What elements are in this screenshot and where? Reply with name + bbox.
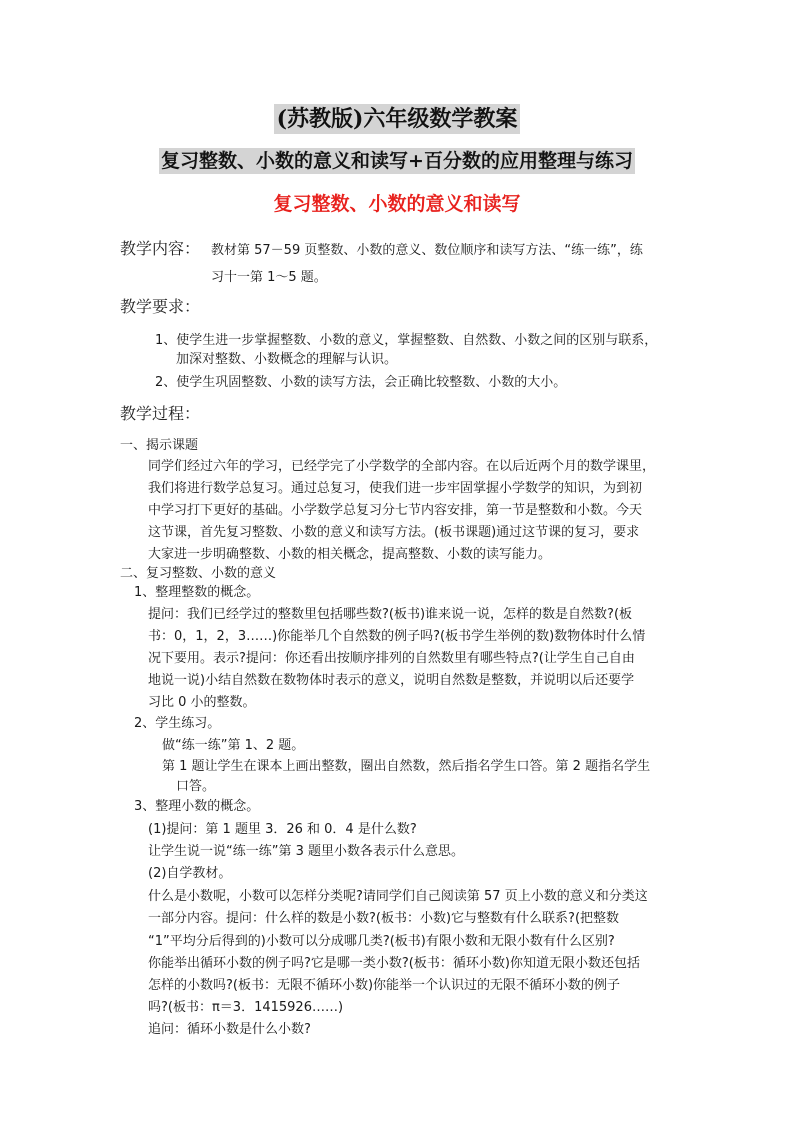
process-line: 你能举出循环小数的例子吗?它是哪一类小数?(板书：循环小数)你知道无限小数还包括 xyxy=(148,956,640,971)
content-line: 教材第 57－59 页整数、小数的意义、数位顺序和读写方法、“练一练”，练 xyxy=(211,243,643,258)
process-line: 吗?(板书：π＝3．1415926……) xyxy=(148,1000,344,1015)
content-heading: 教学内容： xyxy=(120,239,201,258)
document-title: (苏教版)六年级数学教案 xyxy=(0,102,794,133)
section-title: 复习整数、小数的意义和读写 xyxy=(273,193,521,215)
process-line: “1”平均分后得到的)小数可以分成哪几类?(板书)有限小数和无限小数有什么区别? xyxy=(148,934,615,949)
requirement-line: 加深对整数、小数概念的理解与认识。 xyxy=(176,352,398,367)
process-section-heading: 二、复习整数、小数的意义 xyxy=(120,566,277,581)
process-line: 一部分内容。提问：什么样的数是小数?(板书：小数)它与整数有什么联系?(把整数 xyxy=(148,911,620,926)
process-line: 提问：我们已经学过的整数里包括哪些数?(板书)谁来说一说，怎样的数是自然数?(板 xyxy=(148,607,633,622)
process-heading: 教学过程： xyxy=(120,404,201,423)
process-line: 这节课，首先复习整数、小数的意义和读写方法。(板书课题)通过这节课的复习，要求 xyxy=(148,525,640,540)
process-line: 追问：循环小数是什么小数? xyxy=(148,1022,311,1037)
process-subheading: 1、整理整数的概念。 xyxy=(134,585,260,600)
process-subheading: 3、整理小数的概念。 xyxy=(134,799,260,814)
requirement-line: 1、使学生进一步掌握整数、小数的意义，掌握整数、自然数、小数之间的区别与联系， xyxy=(155,333,658,348)
process-subheading: 2、学生练习。 xyxy=(134,716,221,731)
process-line: 第 1 题让学生在课本上画出整数，圈出自然数，然后指名学生口答。第 2 题指名学生 xyxy=(162,759,651,774)
requirements-heading: 教学要求： xyxy=(120,297,201,316)
process-line: (1)提问：第 1 题里 3．26 和 0．4 是什么数? xyxy=(148,822,417,837)
process-section-heading: 一、揭示课题 xyxy=(120,438,199,453)
process-line: 怎样的小数吗?(板书：无限不循环小数)你能举一个认识过的无限不循环小数的例子 xyxy=(148,978,621,993)
process-line: 同学们经过六年的学习，已经学完了小学数学的全部内容。在以后近两个月的数学课里， xyxy=(148,459,656,474)
process-line: 大家进一步明确整数、小数的相关概念，提高整数、小数的读写能力。 xyxy=(148,547,552,562)
process-line: 让学生说一说“练一练”第 3 题里小数各表示什么意思。 xyxy=(148,844,465,859)
process-line: 书：0，1，2，3……)你能举几个自然数的例子吗?(板书学生举例的数)数物体时什么情 xyxy=(148,629,646,644)
process-line: 况下要用。表示?提问：你还看出按顺序排列的自然数里有哪些特点?(让学生自己自由 xyxy=(148,651,635,666)
process-line: 习比 0 小的整数。 xyxy=(148,695,256,710)
document-subtitle: 复习整数、小数的意义和读写+百分数的应用整理与练习 xyxy=(161,150,633,172)
process-line: 我们将进行数学总复习。通过总复习，使我们进一步牢固掌握小学数学的知识，为到初 xyxy=(148,481,643,496)
requirement-line: 2、使学生巩固整数、小数的读写方法，会正确比较整数、小数的大小。 xyxy=(155,375,567,390)
process-line: 什么是小数呢，小数可以怎样分类呢?请同学们自己阅读第 57 页上小数的意义和分类这 xyxy=(148,889,648,904)
process-line: (2)自学教材。 xyxy=(148,866,232,881)
process-line: 中学习打下更好的基础。小学数学总复习分七节内容安排，第一节是整数和小数。今天 xyxy=(148,503,643,518)
process-line: 做“练一练”第 1、2 题。 xyxy=(162,738,305,753)
content-line: 习十一第 1～5 题。 xyxy=(211,270,327,285)
process-line: 口答。 xyxy=(176,779,216,794)
process-line: 地说一说)小结自然数在数物体时表示的意义，说明自然数是整数，并说明以后还要学 xyxy=(148,673,635,688)
